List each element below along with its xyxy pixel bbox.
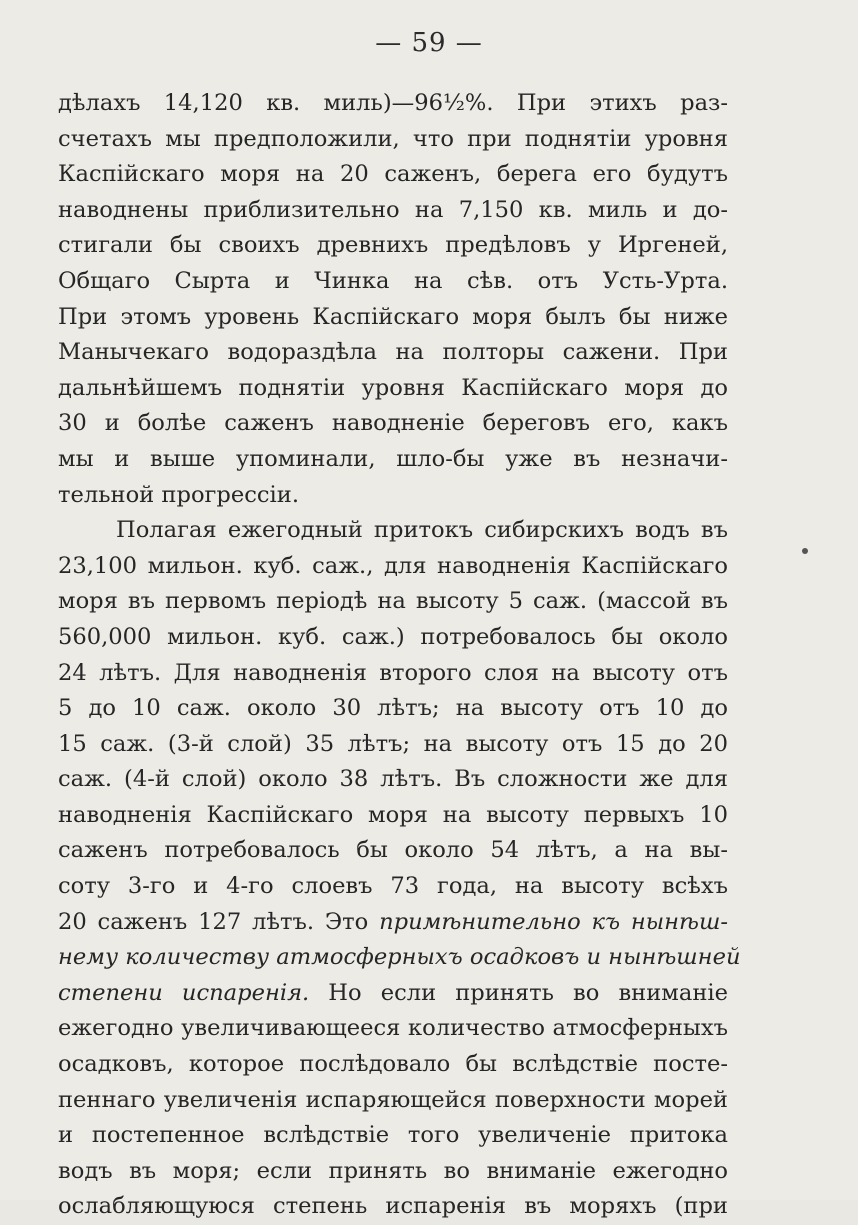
text-line: тельной прогрессіи. bbox=[58, 481, 299, 508]
text-line bbox=[58, 905, 728, 941]
text-line: 15 саж. (3-й слой) 35 лѣтъ; на высоту отъ 15 до 20 bbox=[58, 730, 728, 757]
text-line: наводнены приблизительно на 7,150 кв. миль и до- bbox=[58, 196, 728, 223]
text-line: 23,100 мильон. куб. саж., для наводненія Каспійскаго bbox=[58, 552, 728, 579]
text-segment: 20 саженъ 127 лѣтъ. Это bbox=[58, 908, 369, 935]
text-line: Общаго Сырта и Чинка на сѣв. отъ Усть-Урта. bbox=[58, 267, 728, 294]
page-number: — 59 — bbox=[375, 28, 483, 58]
text-line: 30 и болѣе саженъ наводненіе береговъ его, какъ bbox=[58, 410, 728, 437]
body-text bbox=[58, 86, 741, 1225]
text-line: водъ въ моря; если принять во вниманіе ежегодно bbox=[58, 1157, 728, 1184]
text-line: Полагая ежегодный притокъ сибирскихъ водъ въ bbox=[116, 517, 728, 544]
text-line: саж. (4-й слой) около 38 лѣтъ. Въ сложности же для bbox=[58, 766, 728, 793]
text-line: осадковъ, которое послѣдовало бы вслѣдствіе посте- bbox=[58, 1051, 728, 1078]
text-line: 5 до 10 саж. около 30 лѣтъ; на высоту отъ 10 до bbox=[58, 695, 728, 722]
text-line: мы и выше упоминали, шло-бы уже въ незначи- bbox=[58, 445, 728, 472]
text-line: наводненія Каспійскаго моря на высоту первыхъ 10 bbox=[58, 801, 728, 828]
text-line: моря въ первомъ періодѣ на высоту 5 саж. (массой въ bbox=[58, 588, 728, 615]
text-line: дѣлахъ 14,120 кв. миль)—96½%. При этихъ раз- bbox=[58, 90, 728, 116]
text-line: При этомъ уровень Каспійскаго моря былъ бы ниже bbox=[58, 303, 728, 330]
text-line: 560,000 мильон. куб. саж.) потребовалось бы около bbox=[58, 623, 728, 650]
text-line: саженъ потребовалось бы около 54 лѣтъ, а на вы- bbox=[58, 837, 728, 864]
text-line bbox=[58, 940, 741, 976]
ink-speck bbox=[802, 548, 808, 554]
italic-segment: примѣнительно къ нынѣш- bbox=[379, 908, 728, 935]
text-line: дальнѣйшемъ поднятіи уровня Каспійскаго моря до bbox=[58, 374, 728, 401]
text-line: пеннаго увеличенія испаряющейся поверхности морей bbox=[58, 1086, 728, 1113]
text-line bbox=[58, 976, 728, 1012]
italic-segment: степени испаренія. bbox=[58, 979, 310, 1006]
text-line: стигали бы своихъ древнихъ предѣловъ у Иргеней, bbox=[58, 232, 728, 259]
text-line: ежегодно увеличивающееся количество атмосферныхъ bbox=[58, 1015, 728, 1042]
text-line: 24 лѣтъ. Для наводненія второго слоя на высоту отъ bbox=[58, 659, 728, 686]
text-line: ослабляющуюся степень испаренія въ моряхъ (при bbox=[58, 1193, 728, 1220]
text-segment: Но если принять во вниманіе bbox=[309, 979, 728, 1006]
italic-segment: нему количеству атмосферныхъ осадковъ и нынѣшней bbox=[58, 944, 741, 971]
text-line: и постепенное вслѣдствіе того увеличеніе притока bbox=[58, 1122, 728, 1149]
text-line: Манычекаго водораздѣла на полторы сажени. При bbox=[58, 339, 728, 366]
text-line: соту 3-го и 4-го слоевъ 73 года, на высоту всѣхъ bbox=[58, 873, 728, 900]
text-line: Каспійскаго моря на 20 саженъ, берега его будутъ bbox=[58, 161, 728, 188]
text-line: счетахъ мы предположили, что при поднятіи уровня bbox=[58, 125, 728, 152]
